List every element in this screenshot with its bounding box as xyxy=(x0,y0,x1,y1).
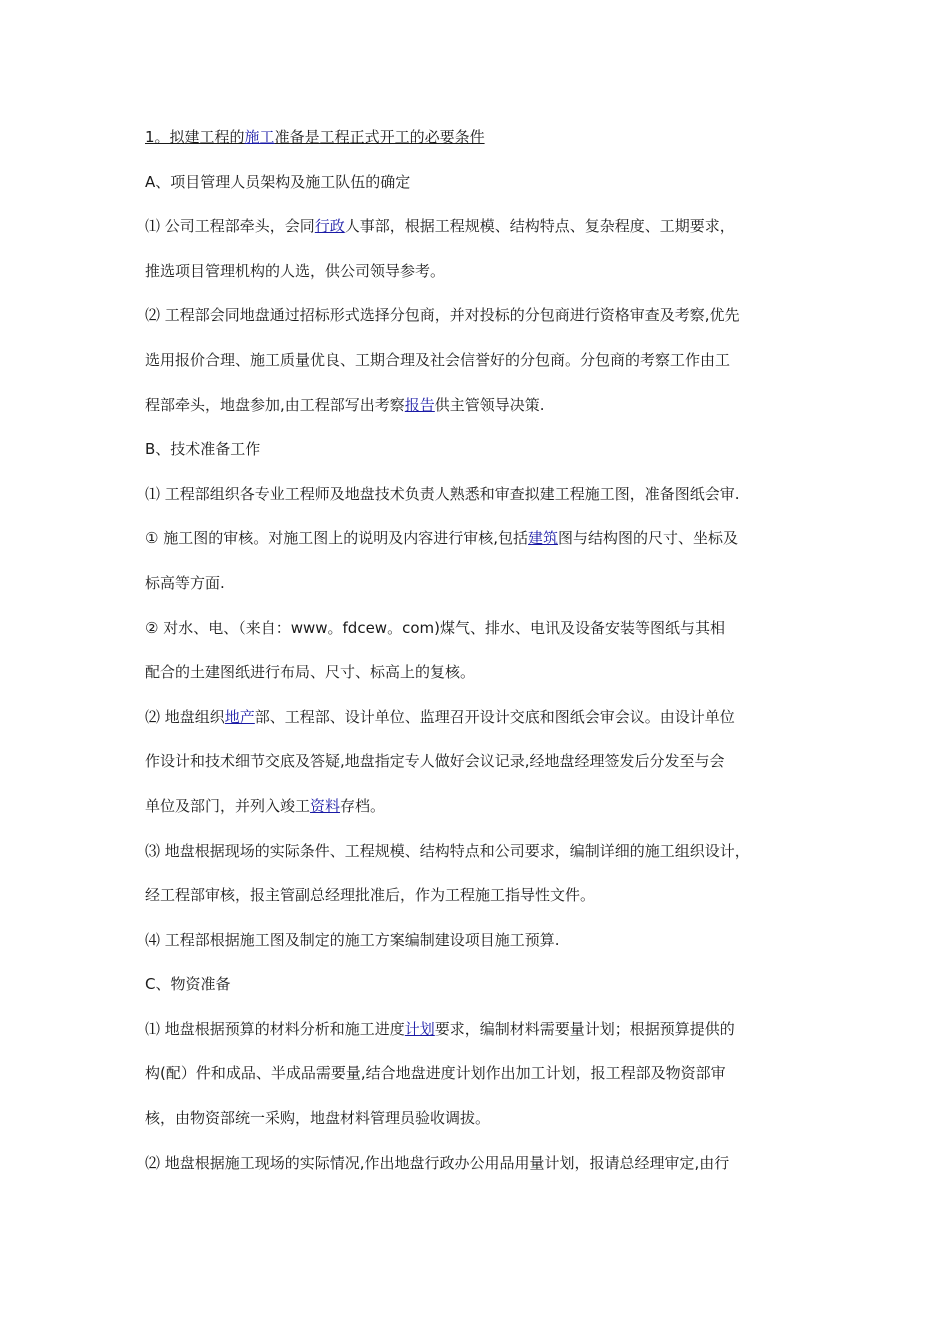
text: ⑴ 公司工程部牵头，会同 xyxy=(145,217,315,236)
paragraph-b1: ⑴ 工程部组织各专业工程师及地盘技术负责人熟悉和审查拟建工程施工图，准备图纸会审. xyxy=(145,484,740,503)
paragraph-a2-cont2 xyxy=(145,390,815,420)
paragraph-b3-cont: 经工程部审核，报主管副总经理批准后，作为工程施工指导性文件。 xyxy=(145,886,596,905)
text: 存档。 xyxy=(340,796,386,815)
text: 程部牵头，地盘参加,由工程部写出考察 xyxy=(145,395,405,414)
section-b-heading: B、技术准备工作 xyxy=(145,440,261,459)
paragraph-b1-ii: ② 对水、电、（来自：www。fdcew。com)煤气、排水、电讯及设备安装等图纸与其相 xyxy=(145,618,725,637)
paragraph-b1-ii-cont: 配合的土建图纸进行布局、尺寸、标高上的复核。 xyxy=(145,663,476,682)
heading-1 xyxy=(145,122,815,152)
section-c-heading: C、物资准备 xyxy=(145,975,231,994)
text: 单位及部门，并列入竣工 xyxy=(145,796,311,815)
paragraph-c1-cont2: 核，由物资部统一采购，地盘材料管理员验收调拔。 xyxy=(145,1109,491,1128)
text: ⑵ 地盘组织 xyxy=(145,707,225,726)
paragraph-b1-i xyxy=(145,523,815,553)
text: 1。拟建工程的 xyxy=(145,128,245,146)
text: 部、工程部、设计单位、监理召开设计交底和图纸会审会议。由设计单位 xyxy=(254,707,735,726)
link-shigong[interactable]: 施工 xyxy=(244,128,275,146)
section-a-heading: A、项目管理人员架构及施工队伍的确定 xyxy=(145,172,411,191)
text: 供主管领导决策. xyxy=(434,395,545,414)
link-jihua[interactable]: 计划 xyxy=(404,1019,435,1038)
paragraph-a2: ⑵ 工程部会同地盘通过招标形式选择分包商，并对投标的分包商进行资格审查及考察,优先 xyxy=(145,306,740,325)
paragraph-b3: ⑶ 地盘根据现场的实际条件、工程规模、结构特点和公司要求，编制详细的施工组织设计， xyxy=(145,841,750,860)
paragraph-c1 xyxy=(145,1014,815,1044)
paragraph-c1-cont: 构(配）件和成品、半成品需要量,结合地盘进度计划作出加工计划，报工程部及物资部审 xyxy=(145,1064,726,1083)
link-ziliao[interactable]: 资料 xyxy=(310,796,341,815)
paragraph-a1-cont: 推选项目管理机构的人选，供公司领导参考。 xyxy=(145,261,446,280)
paragraph-a2-cont: 选用报价合理、施工质量优良、工期合理及社会信誉好的分包商。分包商的考察工作由工 xyxy=(145,350,731,369)
paragraph-c2: ⑵ 地盘根据施工现场的实际情况,作出地盘行政办公用品用量计划，报请总经理审定,由行 xyxy=(145,1153,730,1172)
text: ① 施工图的审核。对施工图上的说明及内容进行审核,包括 xyxy=(145,529,528,548)
paragraph-b4: ⑷ 工程部根据施工图及制定的施工方案编制建设项目施工预算. xyxy=(145,930,560,949)
paragraph-b2-cont2 xyxy=(145,791,815,821)
paragraph-b2-cont: 作设计和技术细节交底及答疑,地盘指定专人做好会议记录,经地盘经理签发后分发至与会 xyxy=(145,752,725,771)
link-xingzheng[interactable]: 行政 xyxy=(314,217,345,236)
text: 要求，编制材料需要量计划；根据预算提供的 xyxy=(434,1019,735,1038)
link-jianzhu[interactable]: 建筑 xyxy=(528,529,559,548)
link-dichan[interactable]: 地产 xyxy=(224,707,255,726)
document-body xyxy=(145,122,815,1192)
paragraph-b1-i-cont: 标高等方面. xyxy=(145,573,225,592)
text: 图与结构图的尺寸、坐标及 xyxy=(558,529,739,548)
text: ⑴ 地盘根据预算的材料分析和施工进度 xyxy=(145,1019,405,1038)
paragraph-b2 xyxy=(145,702,815,732)
text: 人事部，根据工程规模、结构特点、复杂程度、工期要求， xyxy=(344,217,735,236)
text: 准备是工程正式开工的必要条件 xyxy=(274,128,485,146)
link-baogao[interactable]: 报告 xyxy=(404,395,435,414)
paragraph-a1 xyxy=(145,211,815,241)
